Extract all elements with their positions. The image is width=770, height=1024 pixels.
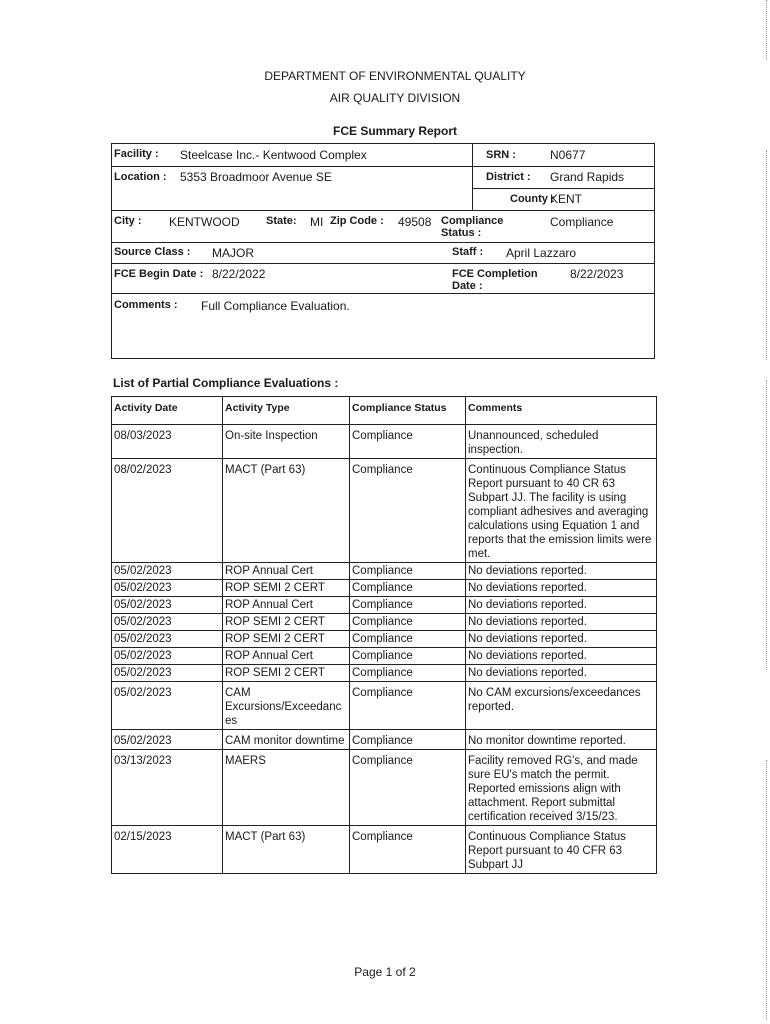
activity-type-cell: ROP Annual Cert — [223, 597, 350, 614]
county-label: County : — [510, 193, 555, 205]
comments-cell: No deviations reported. — [466, 665, 657, 682]
comments-cell: No deviations reported. — [466, 631, 657, 648]
compliance-status-cell: Compliance — [350, 730, 466, 750]
activity-date-cell: 05/02/2023 — [112, 648, 223, 665]
scan-edge — [766, 760, 767, 1020]
activity-date-cell: 08/02/2023 — [112, 459, 223, 563]
city-label: City : — [114, 215, 142, 227]
activity-type-cell: ROP SEMI 2 CERT — [223, 614, 350, 631]
fce-begin-label: FCE Begin Date : — [114, 268, 204, 280]
fce-completion-label: FCE Completion Date : — [452, 268, 538, 292]
fce-completion-value: 8/22/2023 — [570, 267, 624, 281]
page-number: Page 1 of 2 — [354, 965, 416, 979]
city-value: KENTWOOD — [169, 215, 240, 229]
srn-value: N0677 — [550, 148, 586, 162]
table-body — [112, 425, 657, 874]
activity-type-cell: ROP Annual Cert — [223, 563, 350, 580]
division-heading: AIR QUALITY DIVISION — [329, 91, 461, 105]
comments-value: Full Compliance Evaluation. — [201, 299, 350, 313]
activity-type-cell: On-site Inspection — [223, 425, 350, 459]
compliance-status-cell: Compliance — [350, 597, 466, 614]
table-row — [112, 730, 657, 750]
facility-info-box — [111, 143, 655, 359]
table-header-row — [112, 397, 657, 425]
table-row — [112, 580, 657, 597]
scan-edge — [766, 380, 767, 670]
table-row — [112, 563, 657, 580]
activity-type-cell: MACT (Part 63) — [223, 459, 350, 563]
compliance-status-label: Compliance Status : — [441, 215, 504, 239]
scan-edge — [766, 150, 767, 360]
activity-type-cell: ROP Annual Cert — [223, 648, 350, 665]
table-row — [112, 750, 657, 826]
comments-cell: No deviations reported. — [466, 648, 657, 665]
divider — [472, 144, 473, 210]
activity-date-cell: 05/02/2023 — [112, 580, 223, 597]
column-header: Comments — [466, 397, 657, 425]
comments-cell: Continuous Compliance Status Report pursuant to 40 CR 63 Subpart JJ. The facility is using compliant adhesives and averaging calculations using Equation 1 and reports that the emission limits were met. — [466, 459, 657, 563]
comments-cell: No monitor downtime reported. — [466, 730, 657, 750]
facility-label: Facility : — [114, 148, 159, 160]
table-row — [112, 648, 657, 665]
compliance-status-cell: Compliance — [350, 580, 466, 597]
compliance-status-cell: Compliance — [350, 648, 466, 665]
state-value: MI — [310, 215, 324, 229]
comments-label: Comments : — [114, 299, 178, 311]
table-row — [112, 614, 657, 631]
compliance-status-cell: Compliance — [350, 826, 466, 874]
facility-name: Steelcase Inc.- Kentwood Complex — [180, 148, 367, 162]
table-row — [112, 425, 657, 459]
source-class-value: MAJOR — [212, 246, 254, 260]
comments-cell: No CAM excursions/exceedances reported. — [466, 682, 657, 730]
compliance-status-cell: Compliance — [350, 614, 466, 631]
location-label: Location : — [114, 171, 167, 183]
activity-type-cell: ROP SEMI 2 CERT — [223, 665, 350, 682]
department-heading: DEPARTMENT OF ENVIRONMENTAL QUALITY — [264, 69, 526, 83]
table-row — [112, 597, 657, 614]
comments-cell: No deviations reported. — [466, 580, 657, 597]
compliance-status-cell: Compliance — [350, 750, 466, 826]
comments-cell: Unannounced, scheduled inspection. — [466, 425, 657, 459]
partial-evaluations-title: List of Partial Compliance Evaluations : — [113, 376, 339, 390]
comments-cell: No deviations reported. — [466, 563, 657, 580]
table-row — [112, 682, 657, 730]
zip-value: 49508 — [398, 215, 432, 229]
activity-date-cell: 05/02/2023 — [112, 597, 223, 614]
activity-type-cell: MAERS — [223, 750, 350, 826]
compliance-status-cell: Compliance — [350, 665, 466, 682]
activity-date-cell: 05/02/2023 — [112, 563, 223, 580]
activity-date-cell: 05/02/2023 — [112, 631, 223, 648]
comments-cell: Facility removed RG's, and made sure EU's match the permit. Reported emissions align with attachment. Report submittal certification received 3/15/23. — [466, 750, 657, 826]
activity-date-cell: 05/02/2023 — [112, 614, 223, 631]
comments-cell: Continuous Compliance Status Report pursuant to 40 CFR 63 Subpart JJ — [466, 826, 657, 874]
activity-date-cell: 05/02/2023 — [112, 730, 223, 750]
state-label: State: — [266, 215, 297, 227]
staff-label: Staff : — [452, 246, 484, 258]
activity-type-cell: ROP SEMI 2 CERT — [223, 631, 350, 648]
activity-type-cell: CAM Excursions/Exceedances — [223, 682, 350, 730]
comments-cell: No deviations reported. — [466, 614, 657, 631]
activity-date-cell: 05/02/2023 — [112, 682, 223, 730]
compliance-status-cell: Compliance — [350, 563, 466, 580]
fce-begin-value: 8/22/2022 — [212, 267, 266, 281]
staff-value: April Lazzaro — [506, 246, 577, 260]
table-row — [112, 665, 657, 682]
activity-date-cell: 03/13/2023 — [112, 750, 223, 826]
source-class-label: Source Class : — [114, 246, 191, 258]
activity-date-cell: 05/02/2023 — [112, 665, 223, 682]
district-label: District : — [486, 171, 531, 183]
activity-type-cell: CAM monitor downtime — [223, 730, 350, 750]
scan-edge — [766, 0, 767, 60]
divider — [112, 210, 654, 211]
compliance-status-value: Compliance — [550, 215, 614, 229]
district-value: Grand Rapids — [550, 170, 625, 184]
srn-label: SRN : — [486, 149, 516, 161]
zip-label: Zip Code : — [330, 215, 384, 227]
activity-date-cell: 08/03/2023 — [112, 425, 223, 459]
table-row — [112, 826, 657, 874]
divider — [472, 188, 654, 189]
comments-cell: No deviations reported. — [466, 597, 657, 614]
partial-evaluations-table — [111, 396, 657, 874]
report-title: FCE Summary Report — [332, 124, 458, 138]
activity-type-cell: ROP SEMI 2 CERT — [223, 580, 350, 597]
divider — [112, 263, 654, 264]
compliance-status-cell: Compliance — [350, 425, 466, 459]
table-row — [112, 631, 657, 648]
divider — [112, 293, 654, 294]
divider — [112, 242, 654, 243]
compliance-status-cell: Compliance — [350, 682, 466, 730]
activity-type-cell: MACT (Part 63) — [223, 826, 350, 874]
compliance-status-cell: Compliance — [350, 459, 466, 563]
column-header: Activity Date — [112, 397, 223, 425]
column-header: Activity Type — [223, 397, 350, 425]
county-value: KENT — [550, 192, 583, 206]
location-value: 5353 Broadmoor Avenue SE — [180, 170, 332, 184]
compliance-status-cell: Compliance — [350, 631, 466, 648]
divider — [112, 166, 654, 167]
column-header: Compliance Status — [350, 397, 466, 425]
activity-date-cell: 02/15/2023 — [112, 826, 223, 874]
table-row — [112, 459, 657, 563]
